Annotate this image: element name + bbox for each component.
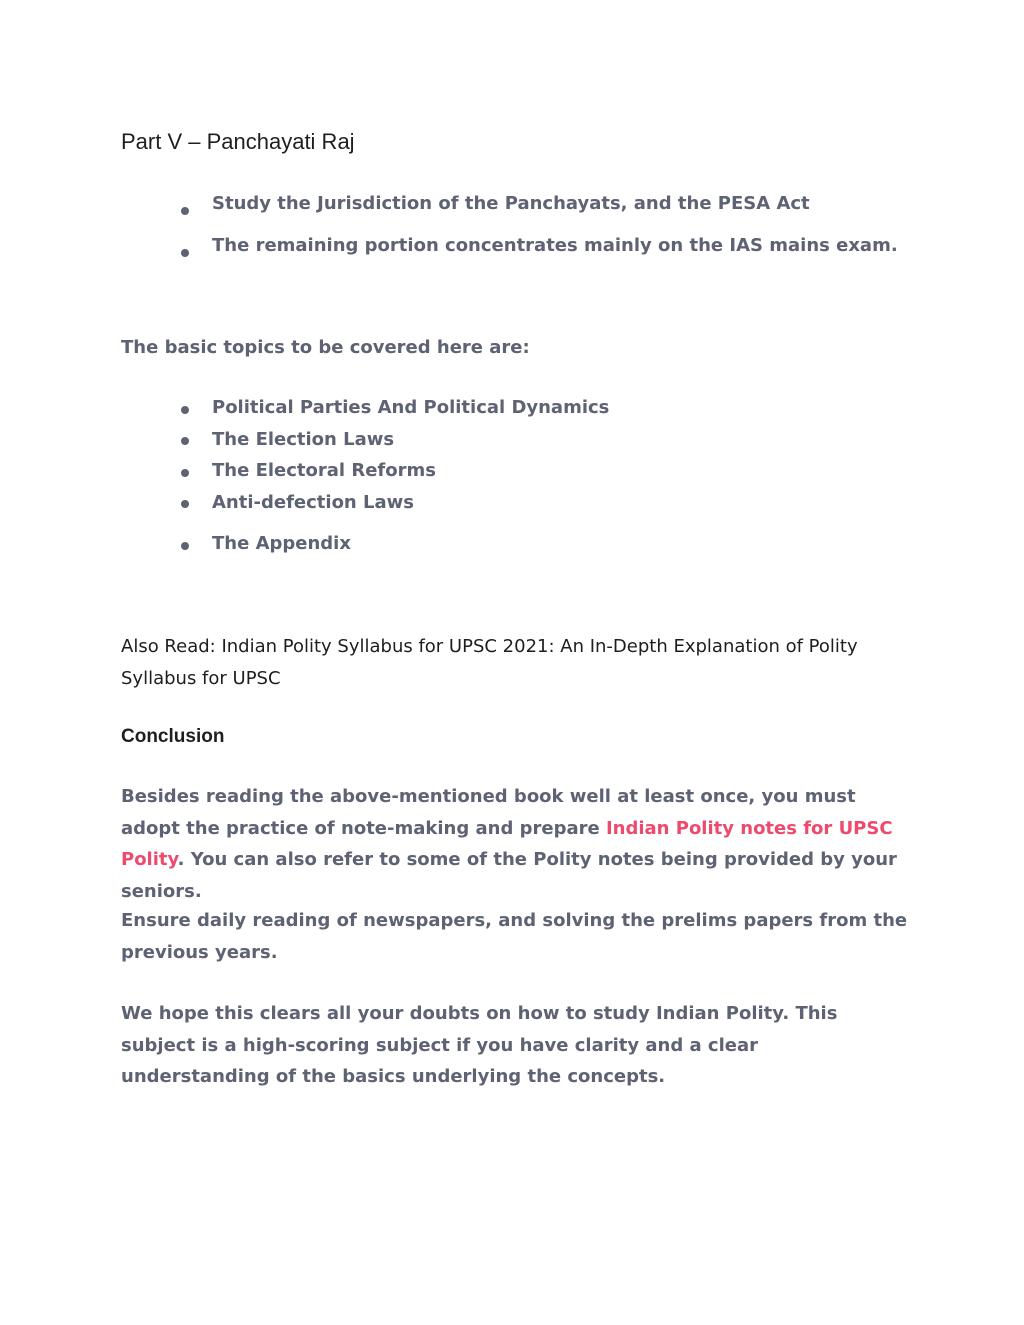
bullet-icon	[181, 249, 189, 257]
section-heading-part-v: Part V – Panchayati Raj	[121, 129, 355, 154]
list-item	[181, 457, 609, 489]
topics-intro: The basic topics to be covered here are:	[121, 337, 530, 358]
list-item	[181, 489, 609, 521]
bullet-icon	[181, 542, 189, 550]
bullet-icon	[181, 406, 189, 414]
also-read-note: Also Read: Indian Polity Syllabus for UPSC 2021: An In-Depth Explanation of Polity Syllabus for UPSC	[121, 636, 858, 689]
basic-topics-list	[181, 394, 609, 562]
conclusion-paragraph-1	[121, 781, 911, 907]
conclusion-paragraph-3: We hope this clears all your doubts on how to study Indian Polity. This subject is a high-scoring subject if you have clarity and a clear understanding of the basics underlying the concepts.	[121, 1003, 838, 1087]
polity-notes-link[interactable]: Indian Polity notes for UPSC Polity	[121, 817, 893, 870]
list-item-text: The Election Laws	[212, 428, 395, 450]
conclusion-paragraph-2: Ensure daily reading of newspapers, and solving the prelims papers from the previous years.	[121, 910, 908, 963]
list-item-text: Anti-defection Laws	[212, 491, 414, 513]
list-item	[181, 190, 898, 232]
list-item	[181, 394, 609, 426]
list-item	[181, 232, 898, 274]
paragraph-text: Besides reading the above-mentioned book well at least once, you must adopt the practice of note-making and prepare	[121, 786, 856, 839]
list-item	[181, 426, 609, 458]
list-item-text: The Electoral Reforms	[212, 460, 436, 481]
list-item-text: Political Parties And Political Dynamics	[212, 397, 610, 418]
panchayati-raj-list	[181, 190, 898, 274]
list-item-text: The remaining portion concentrates mainly on the IAS mains exam.	[212, 235, 898, 256]
bullet-icon	[181, 500, 189, 508]
paragraph-text: . You can also refer to some of the Polity notes being provided by your seniors.	[121, 849, 897, 902]
bullet-icon	[181, 437, 189, 445]
conclusion-heading: Conclusion	[121, 726, 225, 747]
list-item-text: Study the Jurisdiction of the Panchayats, and the PESA Act	[212, 193, 810, 214]
bullet-icon	[181, 207, 189, 215]
list-item	[181, 530, 609, 562]
bullet-icon	[181, 469, 189, 477]
list-item-text: The Appendix	[212, 533, 351, 554]
